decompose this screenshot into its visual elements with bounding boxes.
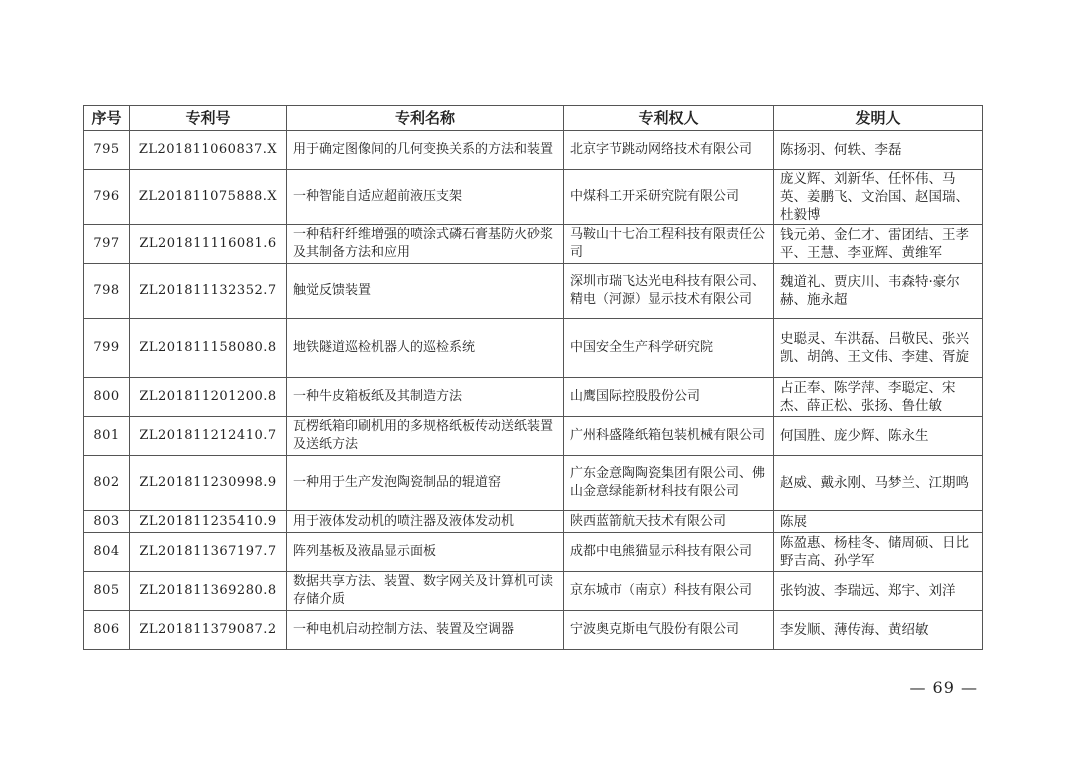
- cell-inventors: 赵威、戴永刚、马梦兰、江期鸣: [774, 456, 983, 511]
- table-row: [84, 378, 983, 417]
- cell-holder: 京东城市（南京）科技有限公司: [564, 572, 774, 611]
- cell-patent-no: ZL201811212410.7: [130, 417, 287, 456]
- cell-seq: 799: [84, 319, 130, 378]
- cell-patent-no: ZL201811158080.8: [130, 319, 287, 378]
- table-row: [84, 225, 983, 264]
- cell-holder: 广州科盛隆纸箱包装机械有限公司: [564, 417, 774, 456]
- cell-seq: 805: [84, 572, 130, 611]
- cell-inventors: 陈展: [774, 511, 983, 533]
- cell-inventors: 陈扬羽、何轶、李磊: [774, 131, 983, 170]
- cell-inventors: 占正奉、陈学萍、李聪定、宋杰、薛正松、张扬、鲁仕敏: [774, 378, 983, 417]
- cell-holder: 陕西蓝箭航天技术有限公司: [564, 511, 774, 533]
- cell-patent-name: 一种电机启动控制方法、装置及空调器: [287, 611, 564, 650]
- table-row: [84, 533, 983, 572]
- table-row: [84, 456, 983, 511]
- cell-holder: 宁波奥克斯电气股份有限公司: [564, 611, 774, 650]
- cell-seq: 796: [84, 170, 130, 225]
- cell-patent-name: 瓦楞纸箱印刷机用的多规格纸板传动送纸装置及送纸方法: [287, 417, 564, 456]
- cell-patent-no: ZL201811201200.8: [130, 378, 287, 417]
- cell-inventors: 史聪灵、车洪磊、吕敬民、张兴凯、胡鸽、王文伟、李建、胥旋: [774, 319, 983, 378]
- header-inventors: 发明人: [774, 106, 983, 131]
- cell-inventors: 钱元弟、金仁才、雷团结、王孝平、王慧、李亚辉、黄维军: [774, 225, 983, 264]
- cell-holder: 山鹰国际控股股份公司: [564, 378, 774, 417]
- table-header-row: [84, 106, 983, 131]
- cell-patent-name: 阵列基板及液晶显示面板: [287, 533, 564, 572]
- cell-patent-no: ZL201811379087.2: [130, 611, 287, 650]
- table-row: [84, 572, 983, 611]
- cell-holder: 成都中电熊猫显示科技有限公司: [564, 533, 774, 572]
- cell-seq: 803: [84, 511, 130, 533]
- cell-patent-no: ZL201811116081.6: [130, 225, 287, 264]
- cell-inventors: 魏道礼、贾庆川、韦森特·豪尔赫、施永超: [774, 264, 983, 319]
- cell-patent-name: 地铁隧道巡检机器人的巡检系统: [287, 319, 564, 378]
- table-row: [84, 170, 983, 225]
- cell-holder: 北京字节跳动网络技术有限公司: [564, 131, 774, 170]
- cell-patent-name: 一种牛皮箱板纸及其制造方法: [287, 378, 564, 417]
- cell-patent-no: ZL201811369280.8: [130, 572, 287, 611]
- cell-seq: 804: [84, 533, 130, 572]
- cell-patent-name: 一种用于生产发泡陶瓷制品的辊道窑: [287, 456, 564, 511]
- cell-holder: 马鞍山十七冶工程科技有限责任公司: [564, 225, 774, 264]
- cell-holder: 中国安全生产科学研究院: [564, 319, 774, 378]
- cell-patent-no: ZL201811230998.9: [130, 456, 287, 511]
- header-holder: 专利权人: [564, 106, 774, 131]
- cell-patent-name: 一种智能自适应超前液压支架: [287, 170, 564, 225]
- cell-patent-name: 用于液体发动机的喷注器及液体发动机: [287, 511, 564, 533]
- cell-inventors: 张钧波、李瑞远、郑宇、刘洋: [774, 572, 983, 611]
- cell-seq: 800: [84, 378, 130, 417]
- cell-holder: 广东金意陶陶瓷集团有限公司、佛山金意绿能新材科技有限公司: [564, 456, 774, 511]
- cell-inventors: 陈盈惠、杨桂冬、储周硕、日比野吉高、孙学军: [774, 533, 983, 572]
- header-patent-name: 专利名称: [287, 106, 564, 131]
- cell-inventors: 庞义辉、刘新华、任怀伟、马英、姜鹏飞、文治国、赵国瑞、杜毅博: [774, 170, 983, 225]
- cell-holder: 中煤科工开采研究院有限公司: [564, 170, 774, 225]
- cell-patent-name: 一种秸秆纤维增强的喷涂式磷石膏基防火砂浆及其制备方法和应用: [287, 225, 564, 264]
- cell-inventors: 何国胜、庞少辉、陈永生: [774, 417, 983, 456]
- cell-seq: 806: [84, 611, 130, 650]
- cell-patent-no: ZL201811132352.7: [130, 264, 287, 319]
- cell-seq: 802: [84, 456, 130, 511]
- cell-seq: 795: [84, 131, 130, 170]
- table-row: [84, 417, 983, 456]
- patent-table: [83, 105, 983, 650]
- cell-seq: 797: [84, 225, 130, 264]
- cell-seq: 798: [84, 264, 130, 319]
- cell-patent-no: ZL201811075888.X: [130, 170, 287, 225]
- cell-patent-no: ZL201811235410.9: [130, 511, 287, 533]
- cell-patent-name: 数据共享方法、装置、数字网关及计算机可读存储介质: [287, 572, 564, 611]
- table-row: [84, 264, 983, 319]
- table-row: [84, 611, 983, 650]
- cell-seq: 801: [84, 417, 130, 456]
- table-row: [84, 131, 983, 170]
- cell-inventors: 李发顺、薄传海、黄绍敏: [774, 611, 983, 650]
- cell-patent-no: ZL201811060837.X: [130, 131, 287, 170]
- table-row: [84, 511, 983, 533]
- cell-patent-name: 触觉反馈装置: [287, 264, 564, 319]
- table-row: [84, 319, 983, 378]
- page-number: — 69 —: [909, 678, 978, 697]
- header-seq: 序号: [84, 106, 130, 131]
- cell-holder: 深圳市瑞飞达光电科技有限公司、精电（河源）显示技术有限公司: [564, 264, 774, 319]
- header-patent-no: 专利号: [130, 106, 287, 131]
- cell-patent-name: 用于确定图像间的几何变换关系的方法和装置: [287, 131, 564, 170]
- cell-patent-no: ZL201811367197.7: [130, 533, 287, 572]
